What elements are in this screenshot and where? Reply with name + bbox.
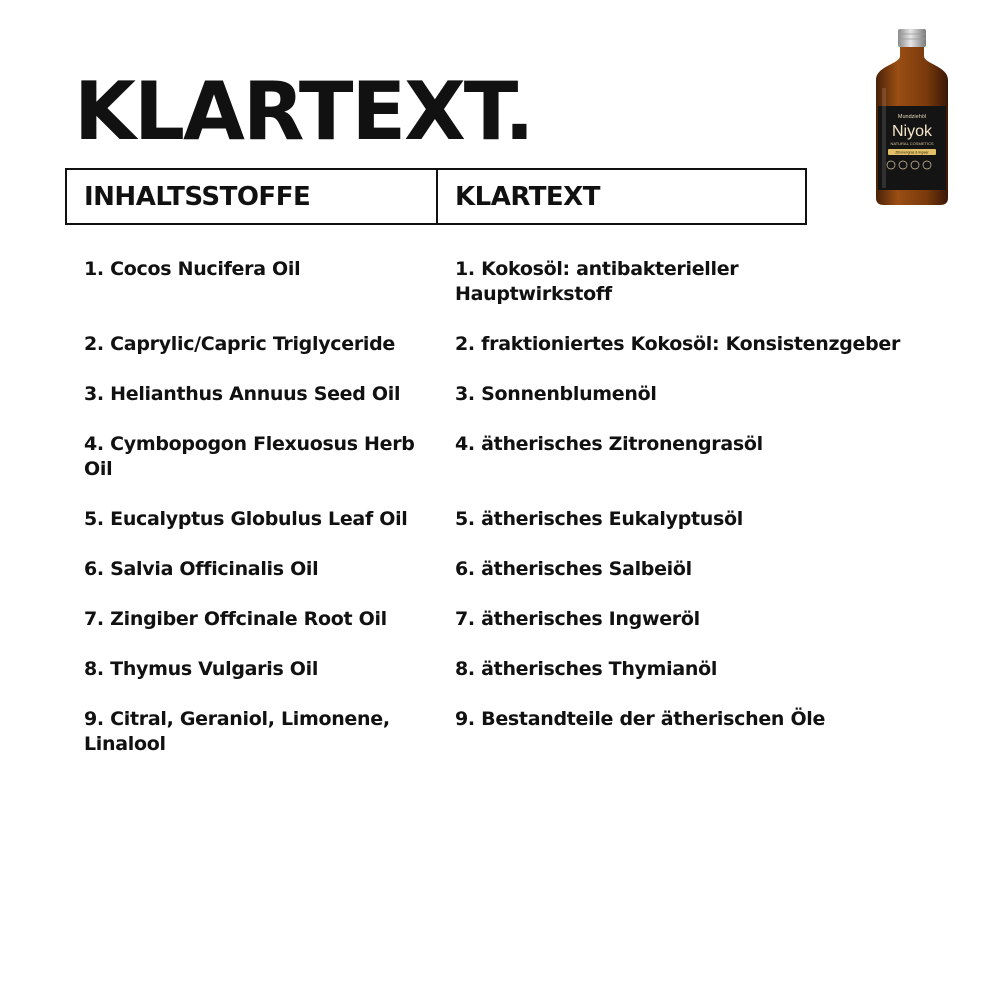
page-title: KLARTEXT. <box>74 65 533 158</box>
ingredient-klartext: 6. ätherisches Salbeiöl <box>455 558 692 580</box>
ingredient-inci: 2. Caprylic/Capric Triglyceride <box>84 333 396 355</box>
ingredient-inci: 7. Zingiber Offcinale Root Oil <box>84 608 387 630</box>
ingredient-klartext: 3. Sonnenblumenöl <box>455 383 657 405</box>
ingredient-klartext: 4. ätherisches Zitronengrasöl <box>455 433 763 455</box>
ingredient-inci: 8. Thymus Vulgaris Oil <box>84 658 319 680</box>
bottle-variant-label: Zitronengras & Ingwer <box>895 150 929 155</box>
ingredient-inci: 9. Citral, Geraniol, Limonene, Linalool <box>84 708 390 755</box>
ingredient-klartext: 9. Bestandteile der ätherischen Öle <box>455 708 826 730</box>
ingredient-klartext: 8. ätherisches Thymianöl <box>455 658 718 680</box>
bottle-type-label: Mundziehöl <box>897 114 927 120</box>
ingredient-inci: 4. Cymbopogon Flexuosus Herb Oil <box>84 433 415 480</box>
ingredient-inci: 5. Eucalyptus Globulus Leaf Oil <box>84 508 408 530</box>
ingredient-inci: 3. Helianthus Annuus Seed Oil <box>84 383 401 405</box>
bottle-brand-sub: NATURAL COSMETICS <box>890 141 934 146</box>
product-bottle-image <box>874 28 950 206</box>
ingredient-inci: 1. Cocos Nucifera Oil <box>84 258 301 280</box>
ingredients-table-header <box>65 168 807 225</box>
header-klartext: KLARTEXT <box>455 181 600 212</box>
ingredient-klartext: 1. Kokosöl: antibakterieller Hauptwirkstoff <box>455 258 739 305</box>
ingredient-klartext: 2. fraktioniertes Kokosöl: Konsistenzgeber <box>455 333 901 355</box>
bottle-brand-label: Niyok <box>891 123 933 140</box>
header-inci: INHALTSSTOFFE <box>67 170 438 223</box>
ingredient-klartext: 5. ätherisches Eukalyptusöl <box>455 508 744 530</box>
ingredient-klartext: 7. ätherisches Ingweröl <box>455 608 700 630</box>
ingredient-inci: 6. Salvia Officinalis Oil <box>84 558 319 580</box>
